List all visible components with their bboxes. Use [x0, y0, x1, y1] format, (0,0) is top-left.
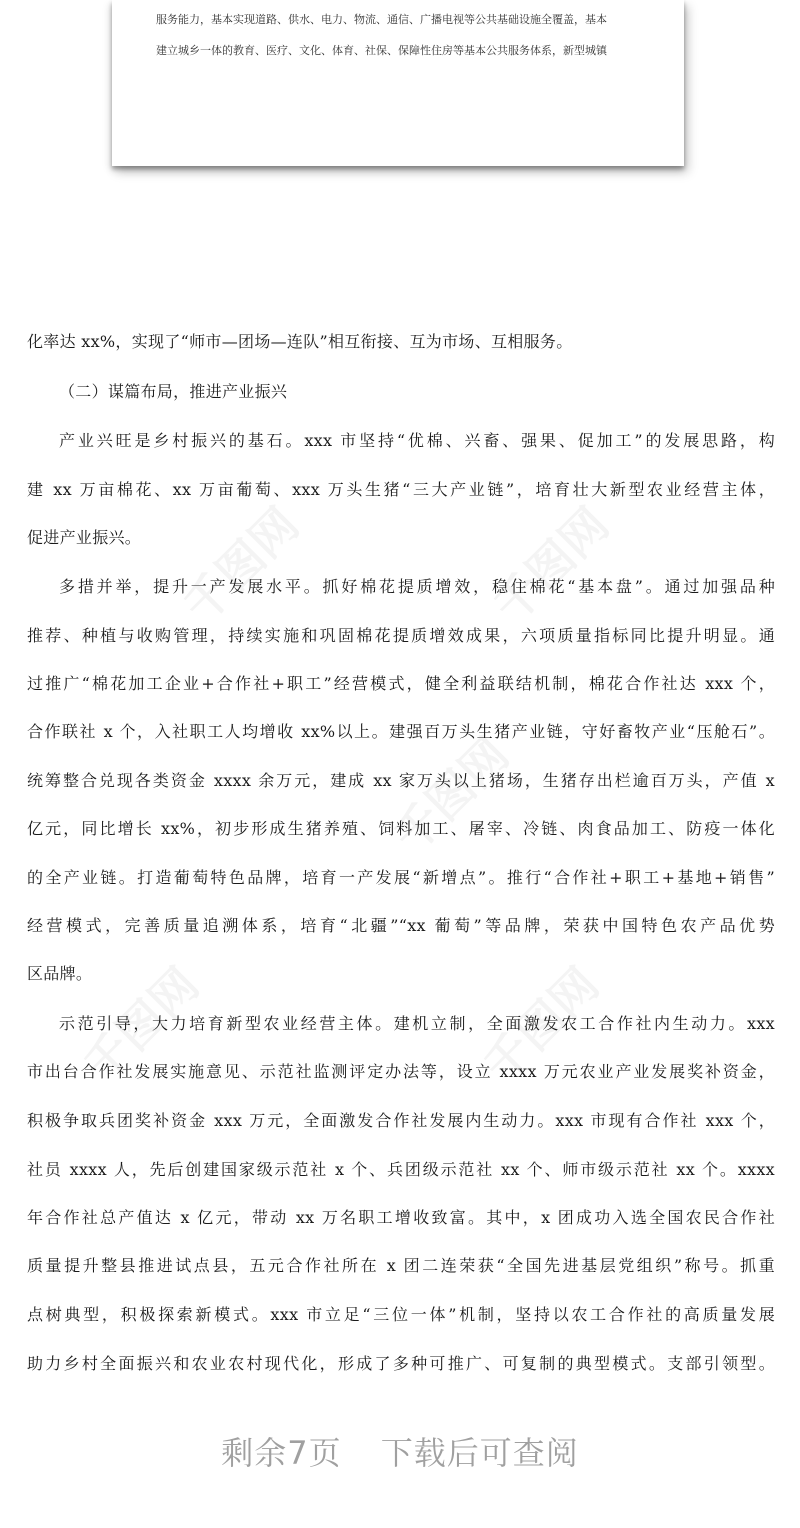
text-line: 促进产业振兴。: [27, 528, 142, 547]
watermark: 千图网: [483, 497, 620, 634]
text-line: 推荐、种植与收购管理，持续实施和巩固棉花提质增效成果，六项质量指标同比提升明显。通: [27, 626, 775, 645]
text-line: 建 xx 万亩棉花、xx 万亩葡萄、xxx 万头生猪“三大产业链”，培育壮大新型农业经营主体，: [27, 480, 775, 499]
text-line: 合作联社 x 个，入社职工人均增收 xx%以上。建强百万头生猪产业链，守好畜牧产业“压舱石”。: [27, 722, 775, 741]
text-line: 经营模式，完善质量追溯体系，培育“北疆”“xx 葡萄”等品牌，荣获中国特色农产品优势: [27, 916, 775, 935]
text-line: 多措并举，提升一产发展水平。抓好棉花提质增效，稳住棉花“基本盘”。通过加强品种: [59, 577, 775, 596]
text-line: 过推广“棉花加工企业+合作社+职工”经营模式，健全利益联结机制，棉花合作社达 xxx 个，: [27, 674, 775, 693]
text-line: 助力乡村全面振兴和农业农村现代化，形成了多种可推广、可复制的典型模式。支部引领型。: [27, 1354, 775, 1373]
previous-page-line: 服务能力，基本实现道路、供水、电力、物流、通信、广播电视等公共基础设施全覆盖，基本: [156, 13, 607, 26]
section-heading: （二）谋篇布局，推进产业振兴: [59, 382, 288, 401]
text-line: 质量提升整县推进试点县，五元合作社所在 x 团二连荣获“全国先进基层党组织”称号。抓重: [27, 1256, 775, 1275]
text-line: 统筹整合兑现各类资金 xxxx 余万元，建成 xx 家万头以上猪场，生猪存出栏逾百万头，产值 x: [27, 771, 775, 790]
text-line: 产业兴旺是乡村振兴的基石。xxx 市坚持“优棉、兴畜、强果、促加工”的发展思路，构: [59, 431, 775, 450]
text-line: 积极争取兵团奖补资金 xxx 万元，全面激发合作社发展内生动力。xxx 市现有合作社 xxx 个，: [27, 1111, 775, 1130]
watermark: 千图网: [73, 957, 210, 1094]
text-line: 的全产业链。打造葡萄特色品牌，培育一产发展“新增点”。推行“合作社+职工+基地+销售”: [27, 868, 775, 887]
text-line: 区品牌。: [27, 964, 93, 983]
download-prompt[interactable]: [0, 1428, 800, 1474]
text-line: 化率达 xx%，实现了“师市—团场—连队”相互衔接、互为市场、互相服务。: [27, 332, 573, 351]
watermark: 千图网: [383, 727, 520, 864]
text-line: 亿元，同比增长 xx%，初步形成生猪养殖、饲料加工、屠宰、冷链、肉食品加工、防疫一体化: [27, 819, 775, 838]
text-line: 点树典型，积极探索新模式。xxx 市立足“三位一体”机制，坚持以农工合作社的高质量发展: [27, 1305, 775, 1324]
text-line: 示范引导，大力培育新型农业经营主体。建机立制，全面激发农工合作社内生动力。xxx: [59, 1014, 775, 1033]
previous-page-sheet: [112, 0, 684, 166]
watermark: 千图网: [173, 497, 310, 634]
remaining-pages-label: 剩余7页: [221, 1434, 342, 1472]
text-line: 社员 xxxx 人，先后创建国家级示范社 x 个、兵团级示范社 xx 个、师市级示范社 xx 个。xxxx: [27, 1160, 775, 1179]
download-to-view-label[interactable]: 下载后可查阅: [380, 1434, 579, 1472]
text-line: 市出台合作社发展实施意见、示范社监测评定办法等，设立 xxxx 万元农业产业发展奖补资金，: [27, 1062, 775, 1081]
text-line: 年合作社总产值达 x 亿元，带动 xx 万名职工增收致富。其中，x 团成功入选全国农民合作社: [27, 1208, 775, 1227]
previous-page-line: 建立城乡一体的教育、医疗、文化、体育、社保、保障性住房等基本公共服务体系，新型城镇: [156, 44, 607, 57]
watermark: 千图网: [473, 957, 610, 1094]
